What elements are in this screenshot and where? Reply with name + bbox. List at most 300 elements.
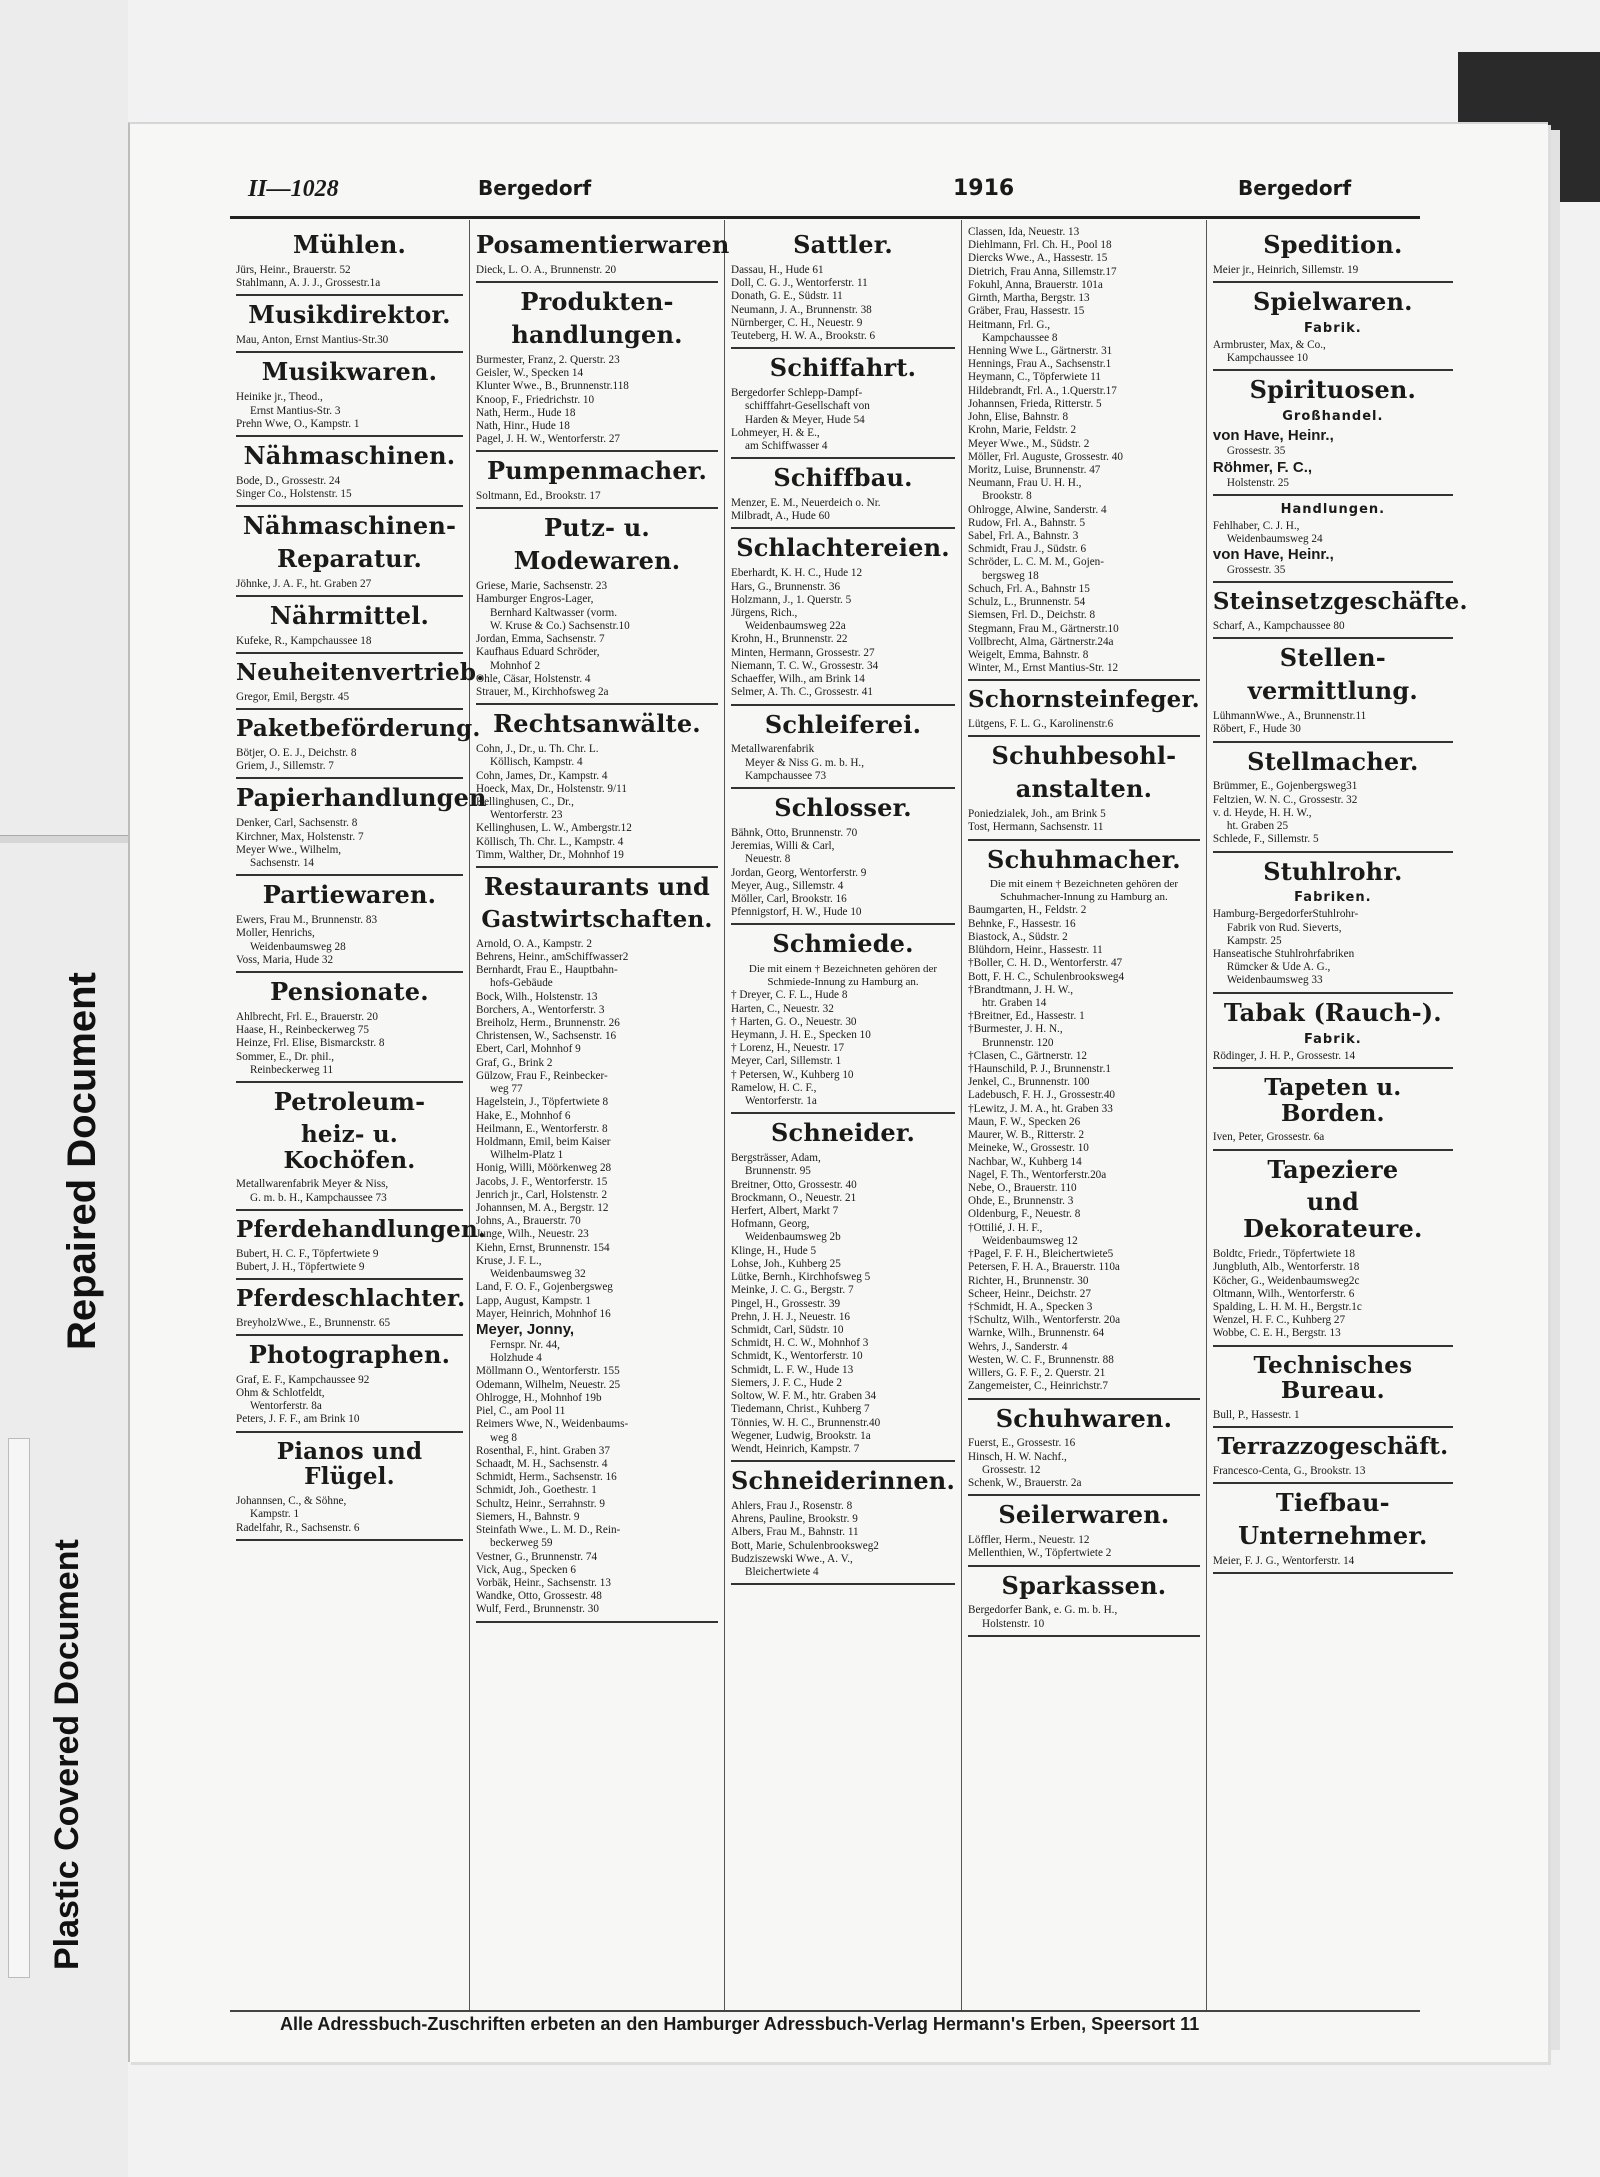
directory-entry: Soltow, W. F. M., htr. Graben 34 [731, 1390, 877, 1403]
section-heading: Stuhlrohr. [1263, 856, 1403, 886]
directory-entry: Cohn, James, Dr., Kampstr. 4 [476, 769, 608, 782]
directory-section [236, 1086, 463, 1211]
entry-continuation: Weidenbaumsweg 33 [1226, 974, 1323, 987]
section-rule [1213, 1426, 1453, 1428]
directory-entry: Knoop, F., Friedrichstr. 10 [476, 393, 595, 406]
directory-section [1213, 502, 1453, 584]
section-rule [968, 1494, 1200, 1496]
entry-continuation: Holzhude 4 [490, 1352, 542, 1365]
section-rule [1213, 1067, 1453, 1069]
section-heading: Modewaren. [513, 546, 681, 576]
guild-note: Die mit einem † Bezeichneten gehören der Schmiede-Innung zu Hamburg an. [748, 963, 940, 989]
entry-continuation: Holstenstr. 25 [1226, 476, 1290, 489]
entry-continuation: Bernhard Kaltwasser (vorm. [490, 606, 618, 619]
directory-entry: Möller, Frl. Auguste, Grossestr. 40 [968, 450, 1123, 463]
section-heading: Schlachtereien. [736, 533, 950, 563]
section-rule [236, 874, 463, 876]
entry-continuation: Fabrik von Rud. Sieverts, [1226, 921, 1342, 934]
entry-continuation: Neuestr. 8 [745, 853, 791, 866]
directory-section [731, 1120, 955, 1462]
column-1 [230, 220, 487, 2010]
directory-entry: Burmester, Franz, 2. Querstr. 23 [476, 353, 620, 366]
directory-entry: Bergsträsser, Adam, [731, 1152, 821, 1165]
directory-section [731, 232, 955, 349]
section-rule [1213, 494, 1453, 496]
section-rule [1213, 1572, 1453, 1574]
section-heading: Rechtsanwälte. [493, 709, 701, 739]
directory-entry: Ohlrogge, H., Mohnhof 19b [476, 1391, 602, 1404]
section-rule [476, 703, 718, 705]
featured-entry: von Have, Heinr., [1212, 546, 1334, 564]
directory-entry: Schmidt, Carl, Südstr. 10 [731, 1323, 844, 1336]
directory-entry: Scharf, A., Kampchaussee 80 [1212, 620, 1345, 633]
directory-entry: Dietrich, Frau Anna, Sillemstr.17 [968, 265, 1117, 278]
directory-entry: Teuteberg, H. W. A., Brookstr. 6 [731, 329, 876, 342]
section-heading: Spirituosen. [1249, 375, 1417, 405]
section-subheading: Fabrik. [1304, 320, 1362, 336]
directory-entry: Meyer Wwe., Wilhelm, [236, 843, 342, 856]
directory-entry: Bernhardt, Frau E., Hauptbahn- [476, 964, 618, 977]
section-heading: Schuhbesohl- [991, 741, 1177, 771]
entry-continuation: Köllisch, Kampstr. 4 [490, 756, 583, 769]
directory-entry: Stegmann, Frau M., Gärtnerstr.10 [968, 622, 1119, 635]
directory-entry: Klunter Wwe., B., Brunnenstr.118 [476, 380, 629, 393]
section-heading: Schiffahrt. [769, 353, 917, 383]
entry-continuation: Reinbeckerweg 11 [250, 1063, 334, 1076]
directory-entry: Jordan, Georg, Wentorferstr. 9 [731, 866, 867, 879]
directory-entry: Nürnberger, C. H., Neuestr. 9 [731, 316, 863, 329]
directory-entry: Hake, E., Mohnhof 6 [476, 1109, 571, 1122]
section-rule [476, 281, 718, 283]
directory-entry: Bull, P., Hassestr. 1 [1212, 1409, 1300, 1422]
directory-entry: Boldtc, Friedr., Töpfertwiete 18 [1212, 1248, 1355, 1261]
directory-entry: Baumgarten, H., Feldstr. 2 [968, 904, 1087, 917]
directory-entry: Vestner, G., Brunnenstr. 74 [476, 1550, 598, 1563]
directory-entry: Ohle, Cäsar, Holstenstr. 4 [476, 672, 591, 685]
directory-entry: Bergedorfer Schlepp-Dampf- [731, 387, 863, 400]
section-heading: Schmiede. [772, 929, 914, 959]
directory-entry: Moritz, Luise, Brunnenstr. 47 [968, 463, 1101, 476]
section-rule [731, 1112, 955, 1114]
entry-list [236, 334, 463, 347]
directory-entry: Oltmann, Wilh., Wentorferstr. 6 [1212, 1287, 1355, 1300]
page-number: II—1028 [248, 176, 339, 202]
directory-entry: † Dreyer, C. F. L., Hude 8 [731, 989, 848, 1002]
section-heading: Schuhmacher. [987, 844, 1181, 874]
entry-list [236, 1011, 463, 1077]
section-heading: Stellen- [1279, 643, 1386, 673]
entry-list [968, 1437, 1200, 1490]
entry-list [236, 1317, 463, 1330]
directory-entry: Krohn, H., Brunnenstr. 22 [731, 633, 848, 646]
section-rule [731, 704, 955, 706]
directory-entry: Junge, Wilh., Neuestr. 23 [476, 1228, 589, 1241]
directory-entry: Cohn, J., Dr., u. Th. Chr. L. [476, 743, 599, 756]
directory-entry: Heymann, J. H. E., Specken 10 [731, 1028, 871, 1041]
entry-list [476, 580, 718, 699]
directory-entry: Milbradt, A., Hude 60 [731, 510, 830, 523]
entry-continuation: Bleichertwiete 4 [745, 1566, 819, 1579]
directory-section [476, 515, 718, 705]
section-heading: Spedition. [1263, 230, 1403, 259]
section-heading: Schneider. [770, 1118, 916, 1148]
directory-entry: Radelfahr, R., Sachsenstr. 6 [236, 1521, 360, 1534]
entry-continuation: am Schiffwasser 4 [745, 439, 828, 452]
section-heading: Schuhwaren. [995, 1403, 1173, 1433]
directory-entry: Bötjer, O. E. J., Deichstr. 8 [236, 747, 357, 760]
section-rule [1213, 1345, 1453, 1347]
directory-entry: Geisler, W., Specken 14 [476, 367, 584, 380]
section-heading: Schlosser. [774, 793, 912, 823]
directory-section [1213, 1353, 1453, 1429]
directory-entry: † Harten, G. O., Neuestr. 30 [731, 1015, 857, 1028]
directory-entry: Biastock, A., Südstr. 2 [968, 930, 1068, 943]
section-heading: Putz- u. [544, 513, 650, 543]
entry-list [731, 567, 955, 699]
section-heading: Unternehmer. [1238, 1521, 1428, 1551]
section-rule [236, 505, 463, 507]
directory-entry: Schmidt, Frau J., Südstr. 6 [968, 543, 1087, 556]
directory-entry: Niemann, T. C. W., Grossestr. 34 [731, 659, 879, 672]
directory-entry: Willers, G. F. F., 2. Querstr. 21 [968, 1367, 1106, 1380]
entry-continuation: Kampchaussee 73 [745, 769, 827, 782]
directory-section [731, 931, 955, 1114]
section-rule [1213, 992, 1453, 994]
directory-entry: Schulz, L., Brunnenstr. 54 [968, 596, 1086, 609]
directory-section [968, 1570, 1200, 1637]
entry-continuation: Harden & Meyer, Hude 54 [745, 413, 865, 426]
directory-entry: Bähnk, Otto, Brunnenstr. 70 [731, 826, 858, 839]
directory-entry: Stahlmann, A. J. J., Grossestr.1a [236, 277, 381, 290]
directory-entry: LühmannWwe., A., Brunnenstr.11 [1212, 710, 1367, 723]
section-heading: Pensionate. [270, 976, 429, 1006]
directory-entry: Graf, G., Brink 2 [476, 1056, 553, 1069]
entry-list [236, 1374, 463, 1427]
section-heading: Schiffbau. [773, 463, 913, 493]
directory-entry: Harten, C., Neuestr. 32 [731, 1002, 834, 1015]
entry-list [1213, 1465, 1453, 1478]
directory-entry: Johannsen, Frieda, Ritterstr. 5 [968, 397, 1102, 410]
directory-entry: Bott, Marie, Schulenbrooksweg2 [731, 1539, 879, 1552]
column-5 [1207, 220, 1468, 2010]
directory-entry: Bock, Wilh., Holstenstr. 13 [476, 990, 598, 1003]
directory-entry: Poniedzialek, Joh., am Brink 5 [968, 808, 1106, 821]
entry-continuation: Weidenbaumsweg 2b [745, 1231, 841, 1244]
directory-entry: †Burmester, J. H. N., [968, 1023, 1063, 1036]
directory-entry: Lapp, August, Kampstr. 1 [476, 1294, 591, 1307]
section-heading: Steinsetzgeschäfte. [1212, 588, 1468, 616]
directory-entry: Ahrens, Pauline, Brookstr. 9 [731, 1513, 858, 1526]
entry-continuation: Weidenbaumsweg 32 [490, 1268, 586, 1281]
directory-entry: Maurer, W. B., Ritterstr. 2 [968, 1129, 1085, 1142]
directory-entry: Röbert, F., Hude 30 [1212, 723, 1301, 736]
directory-entry: Meineke, W., Grossestr. 10 [968, 1142, 1089, 1155]
entry-list [236, 475, 463, 501]
directory-entry: Nebe, O., Brauerstr. 110 [968, 1182, 1077, 1194]
section-heading: Schleiferei. [764, 709, 922, 739]
section-heading: und Dekorateure. [1243, 1187, 1423, 1244]
entry-list [236, 1248, 463, 1274]
directory-entry: Breitner, Otto, Grossestr. 40 [731, 1178, 857, 1191]
directory-entry: Eberhardt, K. H. C., Hude 12 [731, 567, 863, 580]
directory-entry: Schaeffer, Wilh., am Brink 14 [731, 673, 865, 686]
directory-entry: Borchers, A., Wentorferstr. 3 [476, 1003, 605, 1016]
entry-list [1213, 1131, 1453, 1144]
directory-entry: Metallwarenfabrik [731, 743, 815, 756]
entry-continuation: Ernst Mantius-Str. 3 [250, 404, 341, 417]
directory-entry: Ebert, Carl, Mohnhof 9 [476, 1043, 581, 1056]
directory-entry: Hars, G., Brunnenstr. 36 [731, 580, 841, 593]
directory-entry: Weigelt, Emma, Bahnstr. 8 [968, 649, 1089, 661]
section-heading: Neuheitenvertrieb. [236, 659, 485, 687]
directory-entry: Prehn Wwe, O., Kampstr. 1 [236, 417, 360, 430]
directory-entry: Siemers, J. F. C., Hude 2 [731, 1376, 842, 1389]
entry-list [476, 938, 718, 1617]
directory-entry: Selmer, A. Th. C., Grossestr. 41 [731, 686, 873, 699]
directory-section [236, 513, 463, 597]
directory-entry: Graf, E. F., Kampchaussee 92 [236, 1373, 370, 1386]
directory-entry: Mau, Anton, Ernst Mantius-Str.30 [236, 334, 389, 347]
directory-entry: Holzmann, J., 1. Querstr. 5 [731, 593, 852, 606]
entry-continuation: Kampstr. 25 [1226, 934, 1282, 947]
section-heading: Technisches Bureau. [1253, 1351, 1413, 1405]
header-left-title: Bergedorf [478, 176, 592, 200]
section-rule [236, 294, 463, 296]
directory-entry: Blühdorn, Heinr., Hassestr. 11 [968, 944, 1103, 957]
section-rule [236, 652, 463, 654]
directory-entry: Ahlbrecht, Frl. E., Brauerstr. 20 [236, 1010, 378, 1023]
section-heading: Restaurants und [483, 872, 711, 902]
directory-entry: Metallwarenfabrik Meyer & Niss, [236, 1178, 389, 1191]
entry-continuation: Wentorferstr. 8a [250, 1400, 322, 1413]
section-heading: Pumpenmacher. [486, 456, 708, 486]
directory-entry: Heinike jr., Theod., [236, 391, 323, 404]
section-rule [236, 1539, 463, 1541]
section-rule [968, 1398, 1200, 1400]
directory-entry: Siemsen, Frl. D., Deichstr. 8 [968, 609, 1096, 622]
directory-entry: †Lewitz, J. M. A., ht. Graben 33 [968, 1102, 1113, 1115]
section-subheading: Handlungen. [1280, 501, 1386, 517]
directory-entry: Warnke, Wilh., Brunnenstr. 64 [968, 1327, 1105, 1340]
directory-entry: Bubert, H. C. F., Töpfertwiete 9 [236, 1247, 379, 1260]
section-subheading: Fabrik. [1304, 1031, 1362, 1047]
directory-entry: Wendt, Heinrich, Kampstr. 7 [731, 1442, 860, 1455]
directory-entry: Bubert, J. H., Töpfertwiete 9 [236, 1260, 365, 1273]
section-rule [731, 923, 955, 925]
directory-section [968, 1403, 1200, 1497]
section-heading: Musikwaren. [261, 357, 438, 387]
directory-entry: Zangemeister, C., Heinrichstr.7 [968, 1380, 1108, 1393]
directory-entry: Jenkel, C., Brunnenstr. 100 [968, 1076, 1090, 1089]
section-rule [476, 866, 718, 868]
directory-entry: Gülzow, Frau F., Reinbecker- [476, 1069, 608, 1082]
entry-continuation: W. Kruse & Co.) Sachsenstr.10 [490, 619, 630, 632]
directory-entry: Wegener, Ludwig, Brookstr. 1a [731, 1429, 871, 1442]
repaired-document-label: Repaired Document [60, 972, 104, 1350]
directory-entry: Wulf, Ferd., Brunnenstr. 30 [476, 1603, 599, 1616]
section-heading: Schneiderinnen. [731, 1466, 956, 1496]
directory-entry: Iven, Peter, Grossestr. 6a [1212, 1131, 1325, 1144]
directory-entry: Schuch, Frl. A., Bahnstr 15 [968, 582, 1090, 595]
directory-entry: Jungbluth, Alb., Wentorferstr. 18 [1212, 1261, 1360, 1274]
directory-section [236, 603, 463, 654]
directory-entry: Meyer, Aug., Sillemstr. 4 [731, 879, 844, 892]
entry-continuation: Kampchaussee 10 [1226, 352, 1308, 365]
directory-entry: Johns, A., Brauerstr. 70 [476, 1215, 581, 1228]
entry-list [731, 743, 955, 783]
section-heading: Stellmacher. [1247, 746, 1419, 776]
entry-continuation: htr. Graben 14 [982, 996, 1047, 1009]
section-rule [476, 1621, 718, 1623]
directory-entry: Rödinger, J. H. P., Grossestr. 14 [1212, 1049, 1356, 1062]
section-heading: Posamentierwaren [476, 230, 730, 259]
directory-section [968, 226, 1200, 681]
column-2 [470, 220, 730, 2010]
directory-entry: Gräber, Frau, Hassestr. 15 [968, 305, 1085, 318]
directory-entry: Oldenburg, F., Neuestr. 8 [968, 1208, 1081, 1221]
entry-list [968, 1604, 1200, 1630]
directory-entry: Vorbäk, Heinr., Sachsenstr. 13 [476, 1576, 611, 1589]
entry-continuation: Meyer & Niss G. m. b. H., [745, 756, 865, 769]
section-heading: Schornsteinfeger. [968, 686, 1200, 714]
entry-list [731, 387, 955, 453]
directory-entry: Hennings, Frau A., Sachsenstr.1 [968, 358, 1112, 371]
entry-continuation: Rümcker & Ude A. G., [1226, 961, 1331, 974]
directory-section [236, 976, 463, 1083]
entry-list [476, 490, 718, 503]
section-rule [731, 347, 955, 349]
section-heading: Tiefbau- [1275, 1488, 1390, 1518]
section-heading: Tapeziere [1267, 1154, 1399, 1184]
directory-entry: Ohlrogge, Alwine, Sanderstr. 4 [968, 503, 1107, 516]
directory-entry: †Boller, C. H. D., Wentorferstr. 47 [968, 957, 1123, 970]
directory-entry: Dieck, L. O. A., Brunnenstr. 20 [476, 263, 617, 276]
section-rule [236, 971, 463, 973]
directory-entry: Schultz, Heinr., Serrahnstr. 9 [476, 1497, 605, 1510]
section-rule [968, 1565, 1200, 1567]
directory-entry: Feltzien, W. N. C., Grossestr. 32 [1212, 793, 1358, 806]
directory-entry: Tost, Hermann, Sachsenstr. 11 [968, 821, 1104, 834]
section-heading: Seilerwaren. [998, 1500, 1170, 1530]
directory-entry: Henning Wwe L., Gärtnerstr. 31 [968, 344, 1113, 357]
entry-continuation: Weidenbaumsweg 22a [745, 620, 846, 633]
directory-entry: Griem, J., Sillemstr. 7 [236, 760, 334, 773]
directory-entry: Rosenthal, F., hint. Graben 37 [476, 1444, 610, 1457]
directory-section [236, 359, 463, 437]
section-rule [1213, 741, 1453, 743]
section-heading: Paketbeförderung. [236, 715, 481, 743]
entry-list [1213, 264, 1453, 277]
directory-section [1213, 232, 1453, 283]
directory-entry: Strauer, M., Kirchhofsweg 2a [476, 685, 609, 698]
entry-continuation: bergsweg 18 [982, 569, 1039, 582]
entry-list [968, 808, 1200, 834]
section-heading: Tabak (Rauch-). [1223, 997, 1442, 1027]
directory-entry: Kruse, J. F. L., [476, 1254, 542, 1267]
directory-entry: Wandke, Otto, Grossestr. 48 [476, 1590, 602, 1603]
directory-section [236, 232, 463, 296]
directory-entry: Griese, Marie, Sachsenstr. 23 [476, 580, 608, 593]
entry-continuation: Kampchaussee 8 [982, 331, 1058, 344]
directory-entry: Prehn, J. H. J., Neuestr. 16 [731, 1310, 851, 1323]
directory-entry: †Breitner, Ed., Hassestr. 1 [968, 1010, 1085, 1023]
entry-list [236, 391, 463, 431]
directory-section [236, 659, 485, 710]
entry-continuation: hofs-Gebäude [490, 977, 553, 990]
directory-entry: Möller, Carl, Brookstr. 16 [731, 893, 847, 906]
entry-continuation: Holstenstr. 10 [982, 1617, 1045, 1630]
entry-continuation: ht. Graben 25 [1226, 820, 1289, 833]
section-rule [731, 1583, 955, 1585]
directory-entry: Odemann, Wilhelm, Neuestr. 25 [476, 1378, 621, 1391]
directory-section [476, 230, 730, 283]
strip-divider [0, 835, 128, 843]
entry-continuation: Fernspr. Nr. 44, [490, 1339, 560, 1351]
directory-section [731, 709, 955, 790]
featured-entry: Meyer, Jonny, [476, 1321, 575, 1338]
entry-continuation: Grossestr. 35 [1226, 445, 1286, 458]
entry-list [731, 1500, 955, 1579]
directory-entry: Pagel, J. H. W., Wentorferstr. 27 [476, 433, 621, 446]
directory-entry: Jöhnke, J. A. F., ht. Graben 27 [236, 578, 372, 590]
directory-entry: Brümmer, E., Gojenbergsweg31 [1212, 780, 1358, 793]
directory-section [236, 715, 481, 779]
directory-entry: Maun, F. W., Specken 26 [968, 1115, 1081, 1128]
directory-entry: Albers, Frau M., Bahnstr. 11 [731, 1526, 859, 1539]
directory-entry: Soltmann, Ed., Brookstr. 17 [476, 490, 601, 503]
directory-entry: Löffler, Herm., Neuestr. 12 [968, 1534, 1090, 1547]
column-4 [962, 220, 1207, 2010]
directory-entry: Kiehn, Ernst, Brunnenstr. 154 [476, 1241, 610, 1254]
directory-section [1212, 746, 1453, 853]
directory-section [1212, 856, 1453, 994]
directory-section [236, 1284, 466, 1336]
entry-list [236, 264, 463, 290]
section-heading: heiz- u. Kochöfen. [283, 1120, 416, 1174]
entry-list [731, 497, 955, 523]
directory-entry: Behnke, F., Hassestr. 16 [968, 917, 1076, 930]
directory-entry: Doll, C. G. J., Wentorferstr. 11 [731, 277, 868, 290]
entry-list [476, 354, 718, 447]
directory-entry: Jeremias, Willi & Carl, [731, 840, 835, 853]
directory-entry: Schaadt, M. H., Sachsenstr. 4 [476, 1457, 608, 1470]
entry-list [236, 1178, 463, 1204]
directory-entry: Piel, C., am Pool 11 [476, 1405, 566, 1418]
directory-entry: Winter, M., Ernst Mantius-Str. 12 [968, 662, 1119, 675]
section-rule [476, 507, 718, 509]
directory-entry: Bott, F. H. C., Schulenbrooksweg4 [968, 970, 1125, 983]
directory-entry: Jürgens, Rich., [731, 607, 798, 619]
directory-entry: Krohn, Marie, Feldstr. 2 [968, 424, 1077, 437]
section-heading: anstalten. [1015, 774, 1153, 804]
featured-entry: von Have, Heinr., [1212, 427, 1334, 445]
section-rule [236, 1209, 463, 1211]
directory-entry: Ramelow, H. C. F., [731, 1081, 817, 1094]
directory-entry: Johannsen, M. A., Bergstr. 12 [476, 1202, 609, 1215]
section-rule [236, 1278, 463, 1280]
section-heading: Papierhandlungen [236, 783, 487, 813]
directory-section [236, 783, 487, 876]
directory-entry: Köcher, G., Weidenbaumsweg2c [1212, 1274, 1360, 1287]
header-rule [230, 216, 1420, 219]
section-heading: Pferdeschlachter. [236, 1284, 466, 1312]
directory-entry: Sommer, E., Dr. phil., [236, 1050, 335, 1063]
directory-entry: Arnold, O. A., Kampstr. 2 [476, 937, 592, 950]
entry-continuation: Sachsenstr. 14 [250, 857, 315, 869]
directory-entry: †Ottilié, J. H. F., [968, 1221, 1043, 1234]
section-heading: Photographen. [248, 1339, 451, 1369]
directory-entry: Meinke, J. C. G., Bergstr. 7 [731, 1284, 854, 1297]
